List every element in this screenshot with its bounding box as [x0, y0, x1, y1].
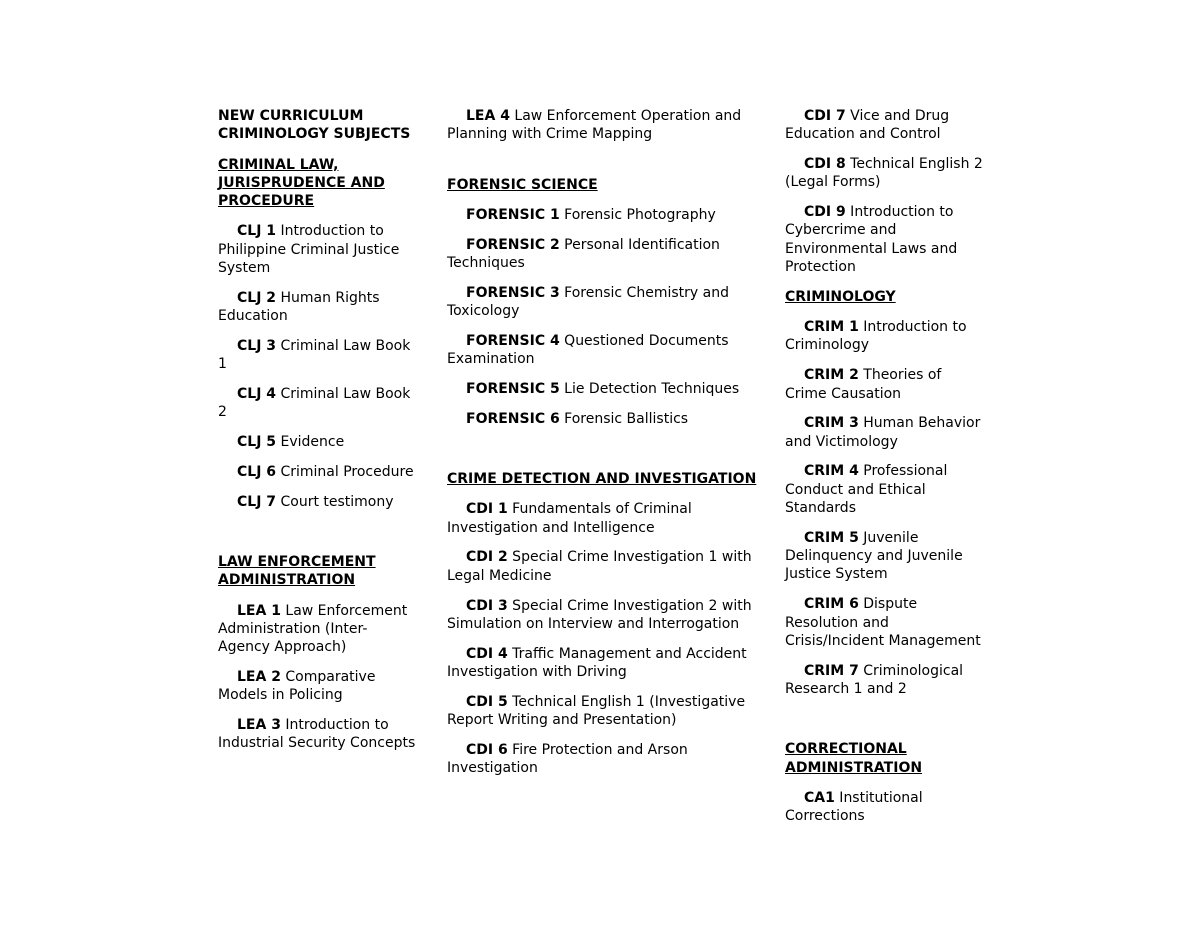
subject-code: CLJ 7: [237, 493, 277, 510]
subject-code: CRIM 7: [804, 662, 859, 679]
subject-title: Dispute Resolution and Crisis/Incident Management: [785, 596, 981, 649]
section-heading-lea: LAW ENFORCEMENT ADMINISTRATION: [218, 554, 376, 589]
subject-item: [447, 206, 757, 224]
subject-item: [447, 107, 757, 144]
column-3: [785, 107, 985, 837]
document-title: NEW CURRICULUM CRIMINOLOGY SUBJECTS: [218, 108, 411, 143]
subject-item: [785, 662, 985, 699]
subject-item: [785, 155, 985, 192]
subject-code: CRIM 4: [804, 463, 859, 480]
subject-code: CLJ 4: [237, 386, 277, 403]
subject-code: CDI 9: [804, 204, 846, 221]
subject-title: Lie Detection Techniques: [559, 380, 740, 397]
subject-code: CLJ 1: [237, 223, 277, 240]
subject-code: CDI 8: [804, 156, 846, 173]
subject-item: [218, 222, 416, 277]
subject-code: CDI 3: [466, 597, 508, 614]
subject-title: Forensic Photography: [559, 206, 716, 223]
subject-title: Professional Conduct and Ethical Standards: [785, 463, 948, 517]
subject-title: Theories of Crime Causation: [785, 367, 942, 402]
subject-title: Fundamentals of Criminal Investigation and Intelligence: [447, 501, 692, 536]
subject-code: CDI 4: [466, 645, 508, 662]
subject-code: LEA 2: [237, 669, 281, 686]
subject-code: CDI 5: [466, 693, 508, 710]
subject-code: FORENSIC 2: [466, 236, 560, 253]
subject-title: Fire Protection and Arson Investigation: [447, 741, 688, 777]
subject-title: Comparative Models in Policing: [218, 669, 376, 704]
subject-title: Forensic Ballistics: [559, 410, 689, 427]
subject-code: CDI 1: [466, 501, 508, 518]
subject-code: FORENSIC 6: [466, 410, 560, 427]
subject-code: CLJ 3: [237, 337, 277, 354]
subject-title: Introduction to Criminology: [785, 319, 967, 354]
subject-code: CRIM 5: [804, 529, 859, 546]
subject-item: [785, 789, 985, 826]
subject-title: Evidence: [276, 434, 345, 451]
subject-title: Institutional Corrections: [785, 789, 923, 825]
subject-title: Questioned Documents Examination: [447, 332, 729, 368]
subject-code: FORENSIC 3: [466, 284, 560, 301]
subject-title: Introduction to Cybercrime and Environmental Laws and Protection: [785, 204, 958, 276]
section-heading-cdi: CRIME DETECTION AND INVESTIGATION: [447, 471, 757, 488]
subject-title: Vice and Drug Education and Control: [785, 108, 950, 143]
section-heading-forensic: FORENSIC SCIENCE: [447, 176, 598, 193]
subject-item: [785, 529, 985, 584]
subject-title: Criminal Procedure: [276, 463, 414, 480]
section-heading-crim: CRIMINOLOGY: [785, 288, 896, 305]
subject-code: CA1: [804, 789, 835, 806]
subject-code: CDI 2: [466, 549, 508, 566]
subject-title: Law Enforcement Operation and Planning with Crime Mapping: [447, 108, 742, 143]
subject-title: Criminological Research 1 and 2: [785, 662, 964, 697]
subject-item: [218, 602, 416, 657]
subject-code: CDI 6: [466, 741, 508, 758]
subject-item: [447, 236, 757, 273]
subject-item: [447, 284, 757, 321]
subject-title: Criminal Law Book 1: [218, 337, 411, 373]
subject-item: [785, 203, 985, 276]
subject-item: [785, 366, 985, 403]
section-heading-ca: CORRECTIONAL ADMINISTRATION: [785, 741, 923, 776]
subject-title: Technical English 2 (Legal Forms): [785, 156, 983, 191]
subject-title: Human Behavior and Victimology: [785, 415, 981, 450]
subject-item: [447, 548, 757, 585]
subject-code: CRIM 1: [804, 319, 859, 336]
subject-item: [447, 645, 757, 682]
subject-item: [218, 493, 416, 511]
subject-item: [785, 462, 985, 517]
subject-title: Special Crime Investigation 1 with Legal Medicine: [447, 549, 752, 584]
subject-title: Court testimony: [276, 493, 394, 510]
subject-item: [785, 595, 985, 650]
subject-item: [447, 741, 757, 778]
subject-code: CRIM 3: [804, 415, 859, 432]
subject-code: FORENSIC 5: [466, 380, 560, 397]
subject-code: FORENSIC 1: [466, 206, 560, 223]
subject-title: Introduction to Philippine Criminal Justice System: [218, 223, 400, 277]
subject-item: [785, 414, 985, 451]
subject-title: Personal Identification Techniques: [447, 236, 720, 271]
subject-item: [447, 380, 757, 398]
column-1: [218, 107, 416, 764]
subject-item: [447, 410, 757, 428]
subject-title: Criminal Law Book 2: [218, 386, 411, 421]
subject-item: [785, 107, 985, 144]
subject-item: [447, 597, 757, 634]
subject-title: Juvenile Delinquency and Juvenile Justice System: [785, 529, 963, 583]
subject-item: [218, 716, 416, 753]
subject-code: CLJ 2: [237, 289, 277, 306]
subject-code: CRIM 6: [804, 596, 859, 613]
subject-item: [218, 463, 416, 481]
subject-title: Law Enforcement Administration (Inter-Agency Approach): [218, 602, 408, 656]
subject-item: [218, 385, 416, 422]
subject-item: [218, 433, 416, 451]
subject-code: CDI 7: [804, 108, 846, 124]
subject-code: CLJ 6: [237, 463, 277, 480]
subject-code: FORENSIC 4: [466, 332, 560, 349]
subject-item: [218, 289, 416, 326]
subject-code: CLJ 5: [237, 434, 277, 451]
subject-code: LEA 3: [237, 717, 281, 734]
subject-item: [447, 693, 757, 730]
subject-title: Forensic Chemistry and Toxicology: [447, 284, 729, 320]
subject-title: Human Rights Education: [218, 289, 380, 325]
column-2: [447, 107, 757, 789]
subject-title: Introduction to Industrial Security Concepts: [218, 717, 416, 752]
subject-code: CRIM 2: [804, 367, 859, 384]
subject-title: Special Crime Investigation 2 with Simulation on Interview and Interrogation: [447, 597, 752, 632]
subject-title: Traffic Management and Accident Investigation with Driving: [447, 645, 747, 680]
subject-item: [447, 332, 757, 369]
subject-title: Technical English 1 (Investigative Report Writing and Presentation): [447, 693, 746, 729]
subject-item: [218, 668, 416, 705]
subject-code: LEA 4: [466, 108, 510, 124]
section-heading-clj: CRIMINAL LAW, JURISPRUDENCE AND PROCEDURE: [218, 156, 385, 210]
subject-item: [218, 337, 416, 374]
subject-code: LEA 1: [237, 602, 281, 619]
subject-item: [447, 500, 757, 537]
subject-item: [785, 318, 985, 355]
